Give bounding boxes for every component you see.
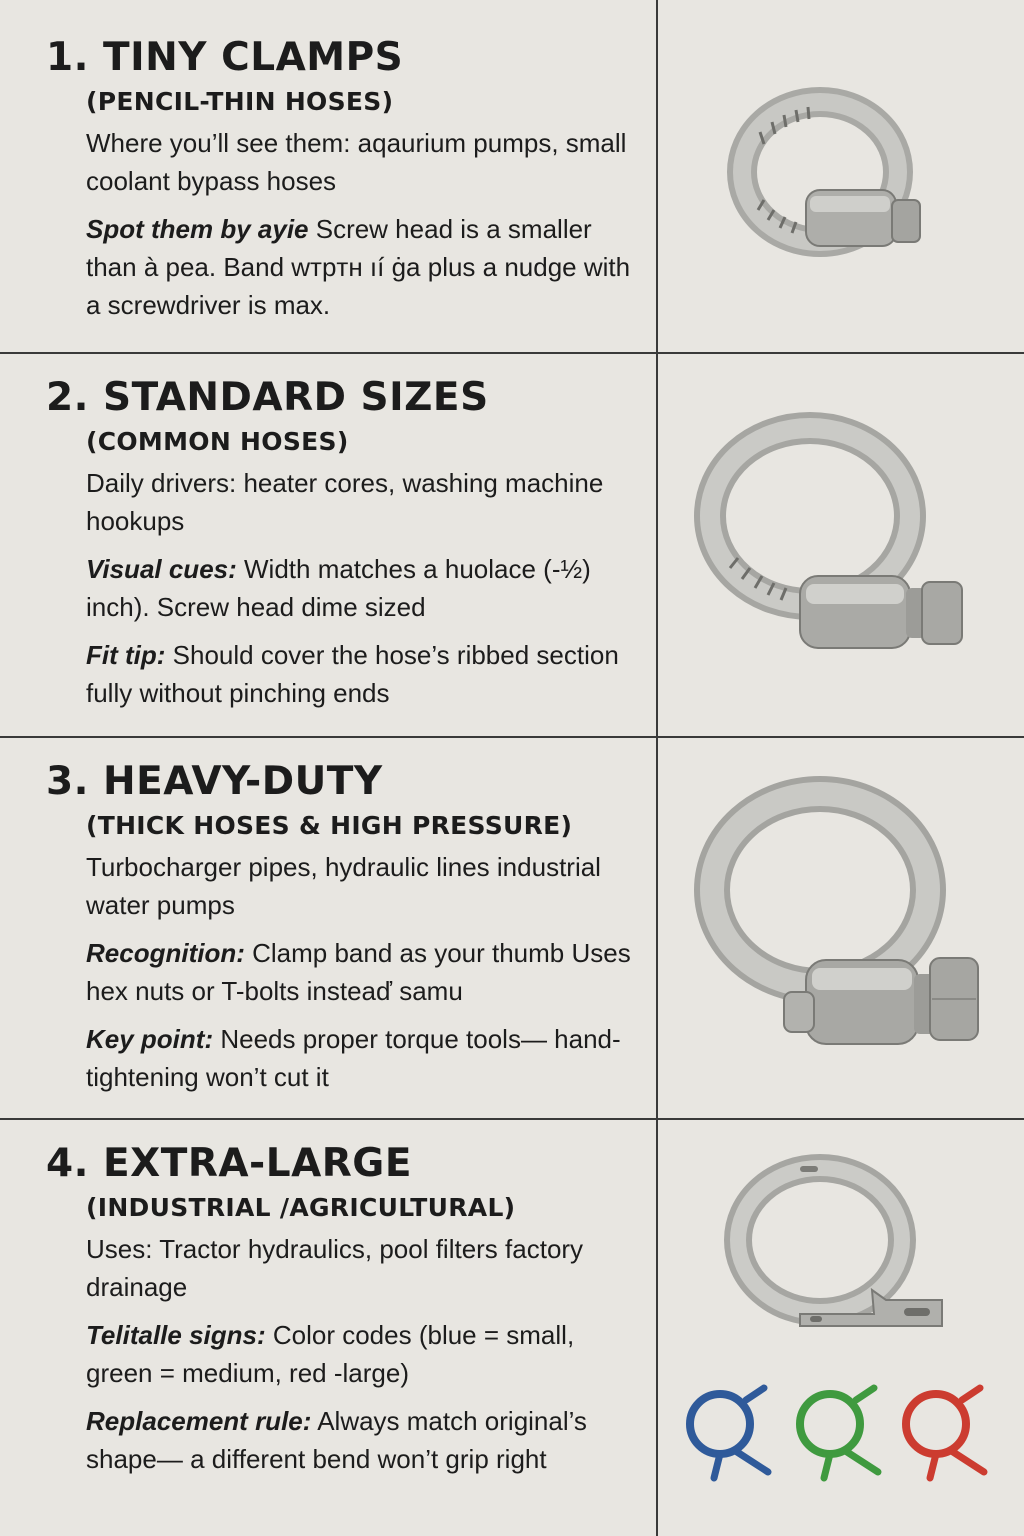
color-coded-clamps (660, 1374, 1024, 1484)
spring-clamp-green-icon (800, 1388, 878, 1478)
identification-body: Clamp band as your thumb Uses hex nuts or T-bolts insteaď samu (86, 938, 631, 1006)
fit-tip-body: Should cover the hose’s ribbed section fully without pinching ends (86, 640, 619, 708)
identification-lead: Visual cues: (86, 554, 237, 584)
usage-text: Daily drivers: heater cores, washing machine hookups (86, 468, 604, 536)
section-subtitle: (INDUSTRIAL /AGRICULTURAL) (86, 1193, 516, 1222)
identification-text (86, 210, 646, 324)
hose-clamp-standard-icon (660, 398, 1024, 678)
section-extra-large (0, 1120, 1024, 1536)
identification-text (86, 1316, 646, 1392)
section-title: 1. TINY CLAMPS (46, 35, 404, 80)
usage-text: Where you’ll see them: aqaurium pumps, small coolant bypass hoses (86, 128, 627, 196)
identification-text (86, 550, 646, 626)
fit-tip-lead: Fit tip: (86, 640, 166, 670)
section-heavy-duty (0, 738, 1024, 1120)
identification-body: Screw head is a smaller than à pea. Band wтpтн ıí ġa plus a nudge with a screwdriver is max. (86, 214, 631, 320)
hose-clamp-heavy-icon (660, 774, 1024, 1064)
section-text (46, 760, 646, 1096)
section-text (46, 1142, 646, 1478)
identification-lead: Spot them by ayie (86, 214, 309, 244)
key-point-lead: Key point: (86, 1024, 214, 1054)
fit-tip-text (86, 636, 646, 712)
identification-body: Color codes (blue = small, green = medium, red -large) (86, 1320, 575, 1388)
identification-body: Width matches a huolace (-½) inch). Screw head dime sized (86, 554, 591, 622)
identification-lead: Telitalle signs: (86, 1320, 266, 1350)
replacement-rule-body: Always match original’s shape— a different bend won’t grip right (86, 1406, 587, 1474)
replacement-rule-lead: Replacement rule: (86, 1406, 312, 1436)
usage-text: Uses: Tractor hydraulics, pool filters factory drainage (86, 1234, 584, 1302)
replacement-rule-text (86, 1402, 646, 1478)
usage-text: Turbocharger pipes, hydraulic lines industrial water pumps (86, 852, 601, 920)
identification-text (86, 934, 646, 1010)
section-title: 2. STANDARD SIZES (46, 375, 489, 420)
section-standard-sizes (0, 354, 1024, 738)
spring-clamp-red-icon (906, 1388, 984, 1478)
section-subtitle: (THICK HOSES & HIGH PRESSURE) (86, 811, 573, 840)
section-title: 4. EXTRA-LARGE (46, 1141, 412, 1186)
hose-clamp-small-icon (660, 60, 1024, 300)
section-title: 3. HEAVY-DUTY (46, 759, 383, 804)
section-subtitle: (COMMON HOSES) (86, 427, 349, 456)
key-point-body: Needs proper torque tools— hand-tightening won’t cut it (86, 1024, 621, 1092)
spring-clamp-large-icon (660, 1150, 1024, 1360)
section-text (46, 376, 646, 712)
spring-clamp-blue-icon (690, 1388, 768, 1478)
key-point-text (86, 1020, 646, 1096)
section-text (46, 36, 646, 324)
section-tiny-clamps (0, 0, 1024, 354)
identification-lead: Recognition: (86, 938, 245, 968)
section-subtitle: (PENCIL-THIN HOSES) (86, 87, 394, 116)
